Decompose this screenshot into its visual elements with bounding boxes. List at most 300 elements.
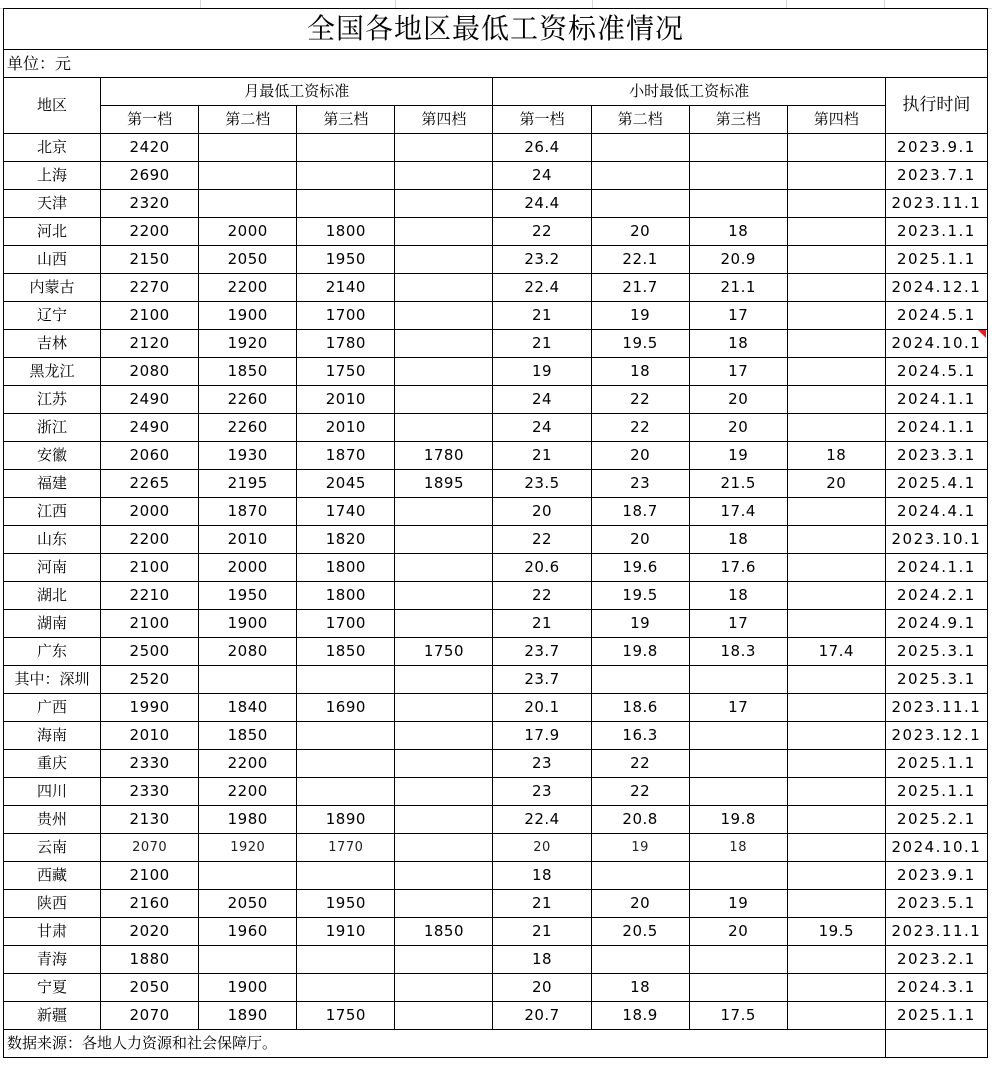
- cell-monthly-tier-1[interactable]: 2020: [101, 918, 199, 946]
- cell-region[interactable]: 吉林: [4, 330, 101, 358]
- cell-exec-date[interactable]: 2025.1.1: [885, 1002, 987, 1030]
- cell-hourly-tier-3[interactable]: [689, 162, 787, 190]
- cell-monthly-tier-4[interactable]: [395, 806, 493, 834]
- cell-hourly-tier-1[interactable]: 23.2: [493, 246, 591, 274]
- cell-monthly-tier-2[interactable]: 2050: [199, 890, 297, 918]
- cell-monthly-tier-4[interactable]: [395, 134, 493, 162]
- cell-hourly-tier-2[interactable]: 18: [591, 358, 689, 386]
- cell-monthly-tier-3[interactable]: 1750: [297, 358, 395, 386]
- cell-monthly-tier-3[interactable]: 2140: [297, 274, 395, 302]
- cell-monthly-tier-3[interactable]: 1950: [297, 246, 395, 274]
- cell-exec-date[interactable]: 2024.9.1: [885, 610, 987, 638]
- cell-monthly-tier-4[interactable]: [395, 722, 493, 750]
- cell-exec-date[interactable]: 2023.7.1: [885, 162, 987, 190]
- cell-monthly-tier-1[interactable]: 2270: [101, 274, 199, 302]
- cell-monthly-tier-4[interactable]: [395, 582, 493, 610]
- cell-hourly-tier-1[interactable]: 20: [493, 834, 591, 862]
- cell-monthly-tier-2[interactable]: 2200: [199, 274, 297, 302]
- cell-monthly-tier-4[interactable]: [395, 890, 493, 918]
- cell-monthly-tier-2[interactable]: 1980: [199, 806, 297, 834]
- cell-monthly-tier-2[interactable]: 2050: [199, 246, 297, 274]
- header-monthly-tier-4[interactable]: 第四档: [395, 106, 493, 134]
- cell-hourly-tier-2[interactable]: 21.7: [591, 274, 689, 302]
- cell-hourly-tier-3[interactable]: [689, 666, 787, 694]
- cell-monthly-tier-3[interactable]: 1780: [297, 330, 395, 358]
- cell-hourly-tier-2[interactable]: 22.1: [591, 246, 689, 274]
- cell-monthly-tier-4[interactable]: [395, 666, 493, 694]
- cell-region[interactable]: 甘肃: [4, 918, 101, 946]
- cell-exec-date[interactable]: 2023.12.1: [885, 722, 987, 750]
- cell-hourly-tier-1[interactable]: 22: [493, 526, 591, 554]
- cell-hourly-tier-4[interactable]: [787, 246, 885, 274]
- cell-exec-date[interactable]: 2024.12.1: [885, 274, 987, 302]
- cell-hourly-tier-2[interactable]: [591, 666, 689, 694]
- cell-region[interactable]: 贵州: [4, 806, 101, 834]
- cell-monthly-tier-4[interactable]: [395, 778, 493, 806]
- cell-region[interactable]: 湖南: [4, 610, 101, 638]
- cell-monthly-tier-2[interactable]: 1850: [199, 358, 297, 386]
- cell-monthly-tier-1[interactable]: 2690: [101, 162, 199, 190]
- cell-hourly-tier-2[interactable]: 20: [591, 218, 689, 246]
- cell-monthly-tier-4[interactable]: [395, 526, 493, 554]
- cell-monthly-tier-4[interactable]: [395, 974, 493, 1002]
- cell-monthly-tier-4[interactable]: 1750: [395, 638, 493, 666]
- cell-hourly-tier-4[interactable]: [787, 806, 885, 834]
- cell-exec-date[interactable]: 2024.10.1: [885, 834, 987, 862]
- cell-region[interactable]: 天津: [4, 190, 101, 218]
- cell-monthly-tier-1[interactable]: 2200: [101, 526, 199, 554]
- cell-monthly-tier-4[interactable]: [395, 274, 493, 302]
- header-hourly-tier-1[interactable]: 第一档: [493, 106, 591, 134]
- cell-monthly-tier-3[interactable]: 1910: [297, 918, 395, 946]
- cell-hourly-tier-3[interactable]: 18: [689, 582, 787, 610]
- cell-monthly-tier-3[interactable]: 1850: [297, 638, 395, 666]
- cell-monthly-tier-3[interactable]: 1820: [297, 526, 395, 554]
- cell-monthly-tier-1[interactable]: 2490: [101, 414, 199, 442]
- cell-hourly-tier-3[interactable]: 21.1: [689, 274, 787, 302]
- cell-hourly-tier-4[interactable]: [787, 526, 885, 554]
- cell-monthly-tier-1[interactable]: 1880: [101, 946, 199, 974]
- cell-monthly-tier-3[interactable]: 1950: [297, 890, 395, 918]
- cell-exec-date[interactable]: 2023.9.1: [885, 862, 987, 890]
- cell-monthly-tier-3[interactable]: 2045: [297, 470, 395, 498]
- cell-monthly-tier-2[interactable]: 2200: [199, 750, 297, 778]
- cell-monthly-tier-2[interactable]: [199, 162, 297, 190]
- cell-monthly-tier-1[interactable]: 2120: [101, 330, 199, 358]
- cell-hourly-tier-2[interactable]: 20: [591, 442, 689, 470]
- cell-hourly-tier-3[interactable]: 19: [689, 890, 787, 918]
- cell-monthly-tier-3[interactable]: 1800: [297, 582, 395, 610]
- cell-region[interactable]: 福建: [4, 470, 101, 498]
- cell-hourly-tier-1[interactable]: 22: [493, 218, 591, 246]
- cell-monthly-tier-2[interactable]: [199, 666, 297, 694]
- cell-monthly-tier-4[interactable]: [395, 358, 493, 386]
- cell-monthly-tier-3[interactable]: 1690: [297, 694, 395, 722]
- cell-exec-date[interactable]: 2024.2.1: [885, 582, 987, 610]
- cell-monthly-tier-3[interactable]: 1740: [297, 498, 395, 526]
- cell-monthly-tier-1[interactable]: 2520: [101, 666, 199, 694]
- cell-monthly-tier-2[interactable]: 2260: [199, 414, 297, 442]
- cell-region[interactable]: 山西: [4, 246, 101, 274]
- cell-region[interactable]: 青海: [4, 946, 101, 974]
- cell-monthly-tier-4[interactable]: [395, 498, 493, 526]
- cell-monthly-tier-1[interactable]: 2200: [101, 218, 199, 246]
- cell-hourly-tier-4[interactable]: [787, 946, 885, 974]
- cell-hourly-tier-3[interactable]: [689, 974, 787, 1002]
- cell-region[interactable]: 四川: [4, 778, 101, 806]
- cell-monthly-tier-1[interactable]: 2050: [101, 974, 199, 1002]
- cell-hourly-tier-1[interactable]: 22.4: [493, 274, 591, 302]
- cell-monthly-tier-3[interactable]: [297, 946, 395, 974]
- cell-monthly-tier-2[interactable]: 2000: [199, 554, 297, 582]
- cell-hourly-tier-1[interactable]: 21: [493, 302, 591, 330]
- cell-monthly-tier-3[interactable]: [297, 134, 395, 162]
- cell-monthly-tier-2[interactable]: 1890: [199, 1002, 297, 1030]
- cell-monthly-tier-3[interactable]: 1800: [297, 218, 395, 246]
- cell-hourly-tier-4[interactable]: [787, 414, 885, 442]
- cell-hourly-tier-2[interactable]: [591, 862, 689, 890]
- cell-hourly-tier-1[interactable]: 21: [493, 442, 591, 470]
- cell-hourly-tier-1[interactable]: 23.7: [493, 638, 591, 666]
- header-hourly-tier-4[interactable]: 第四档: [787, 106, 885, 134]
- cell-monthly-tier-4[interactable]: 1895: [395, 470, 493, 498]
- cell-monthly-tier-4[interactable]: [395, 330, 493, 358]
- cell-exec-date[interactable]: 2024.10.1: [885, 330, 987, 358]
- cell-hourly-tier-3[interactable]: [689, 134, 787, 162]
- cell-hourly-tier-2[interactable]: 18.7: [591, 498, 689, 526]
- cell-hourly-tier-3[interactable]: 17: [689, 358, 787, 386]
- cell-monthly-tier-3[interactable]: 1770: [297, 834, 395, 862]
- cell-hourly-tier-2[interactable]: 20: [591, 890, 689, 918]
- cell-hourly-tier-3[interactable]: [689, 722, 787, 750]
- cell-monthly-tier-4[interactable]: [395, 750, 493, 778]
- unit-label[interactable]: 单位：元: [4, 50, 988, 78]
- cell-exec-date[interactable]: 2024.1.1: [885, 386, 987, 414]
- cell-monthly-tier-1[interactable]: 2100: [101, 610, 199, 638]
- cell-monthly-tier-4[interactable]: [395, 246, 493, 274]
- cell-region[interactable]: 江西: [4, 498, 101, 526]
- cell-hourly-tier-4[interactable]: [787, 218, 885, 246]
- cell-hourly-tier-3[interactable]: 20: [689, 918, 787, 946]
- cell-monthly-tier-2[interactable]: [199, 134, 297, 162]
- cell-hourly-tier-4[interactable]: 20: [787, 470, 885, 498]
- cell-hourly-tier-2[interactable]: 18.6: [591, 694, 689, 722]
- cell-hourly-tier-2[interactable]: 20.5: [591, 918, 689, 946]
- cell-monthly-tier-4[interactable]: 1850: [395, 918, 493, 946]
- cell-exec-date[interactable]: 2024.5.1: [885, 302, 987, 330]
- cell-monthly-tier-4[interactable]: 1780: [395, 442, 493, 470]
- cell-hourly-tier-1[interactable]: 20: [493, 974, 591, 1002]
- cell-region[interactable]: 辽宁: [4, 302, 101, 330]
- cell-hourly-tier-1[interactable]: 20.6: [493, 554, 591, 582]
- cell-monthly-tier-1[interactable]: 2420: [101, 134, 199, 162]
- cell-hourly-tier-4[interactable]: [787, 358, 885, 386]
- cell-hourly-tier-1[interactable]: 24.4: [493, 190, 591, 218]
- cell-exec-date[interactable]: 2023.11.1: [885, 918, 987, 946]
- cell-hourly-tier-1[interactable]: 23.5: [493, 470, 591, 498]
- cell-hourly-tier-1[interactable]: 18: [493, 862, 591, 890]
- cell-hourly-tier-3[interactable]: [689, 778, 787, 806]
- cell-monthly-tier-3[interactable]: [297, 666, 395, 694]
- cell-monthly-tier-4[interactable]: [395, 862, 493, 890]
- cell-monthly-tier-3[interactable]: 1750: [297, 1002, 395, 1030]
- cell-monthly-tier-3[interactable]: 1800: [297, 554, 395, 582]
- cell-monthly-tier-2[interactable]: 1850: [199, 722, 297, 750]
- cell-hourly-tier-3[interactable]: 17.4: [689, 498, 787, 526]
- cell-exec-date[interactable]: 2025.1.1: [885, 750, 987, 778]
- cell-exec-date[interactable]: 2024.4.1: [885, 498, 987, 526]
- cell-hourly-tier-1[interactable]: 22: [493, 582, 591, 610]
- cell-monthly-tier-1[interactable]: 2160: [101, 890, 199, 918]
- cell-hourly-tier-3[interactable]: [689, 946, 787, 974]
- cell-monthly-tier-3[interactable]: [297, 722, 395, 750]
- cell-monthly-tier-1[interactable]: 1990: [101, 694, 199, 722]
- cell-monthly-tier-2[interactable]: [199, 862, 297, 890]
- cell-exec-date[interactable]: 2024.1.1: [885, 554, 987, 582]
- cell-region[interactable]: 湖北: [4, 582, 101, 610]
- cell-hourly-tier-2[interactable]: [591, 190, 689, 218]
- cell-hourly-tier-2[interactable]: 18: [591, 974, 689, 1002]
- cell-monthly-tier-2[interactable]: 1900: [199, 610, 297, 638]
- cell-hourly-tier-4[interactable]: [787, 974, 885, 1002]
- cell-monthly-tier-4[interactable]: [395, 190, 493, 218]
- header-hourly-tier-3[interactable]: 第三档: [689, 106, 787, 134]
- cell-exec-date[interactable]: 2025.1.1: [885, 778, 987, 806]
- cell-hourly-tier-4[interactable]: [787, 302, 885, 330]
- cell-monthly-tier-4[interactable]: [395, 554, 493, 582]
- cell-hourly-tier-3[interactable]: 21.5: [689, 470, 787, 498]
- cell-exec-date[interactable]: 2024.5.1: [885, 358, 987, 386]
- cell-hourly-tier-1[interactable]: 24: [493, 414, 591, 442]
- cell-region[interactable]: 河北: [4, 218, 101, 246]
- cell-monthly-tier-1[interactable]: 2320: [101, 190, 199, 218]
- cell-monthly-tier-3[interactable]: 1700: [297, 302, 395, 330]
- header-monthly-tier-3[interactable]: 第三档: [297, 106, 395, 134]
- cell-hourly-tier-1[interactable]: 20.7: [493, 1002, 591, 1030]
- cell-hourly-tier-1[interactable]: 20: [493, 498, 591, 526]
- cell-hourly-tier-4[interactable]: [787, 330, 885, 358]
- header-hourly-tier-2[interactable]: 第二档: [591, 106, 689, 134]
- cell-monthly-tier-1[interactable]: 2010: [101, 722, 199, 750]
- cell-monthly-tier-2[interactable]: 1920: [199, 834, 297, 862]
- cell-exec-date[interactable]: 2025.3.1: [885, 666, 987, 694]
- header-monthly[interactable]: 月最低工资标准: [101, 78, 493, 106]
- cell-hourly-tier-1[interactable]: 21: [493, 918, 591, 946]
- cell-monthly-tier-1[interactable]: 2500: [101, 638, 199, 666]
- header-exec-date[interactable]: 执行时间: [885, 78, 987, 134]
- header-monthly-tier-2[interactable]: 第二档: [199, 106, 297, 134]
- cell-monthly-tier-2[interactable]: 2010: [199, 526, 297, 554]
- cell-hourly-tier-3[interactable]: 18: [689, 218, 787, 246]
- cell-region[interactable]: 安徽: [4, 442, 101, 470]
- cell-monthly-tier-4[interactable]: [395, 162, 493, 190]
- cell-hourly-tier-3[interactable]: 20: [689, 414, 787, 442]
- cell-hourly-tier-2[interactable]: 22: [591, 778, 689, 806]
- cell-hourly-tier-3[interactable]: 18: [689, 330, 787, 358]
- cell-monthly-tier-3[interactable]: 1870: [297, 442, 395, 470]
- cell-hourly-tier-2[interactable]: 22: [591, 386, 689, 414]
- cell-monthly-tier-3[interactable]: 1700: [297, 610, 395, 638]
- cell-hourly-tier-2[interactable]: 22: [591, 414, 689, 442]
- cell-monthly-tier-4[interactable]: [395, 610, 493, 638]
- cell-exec-date[interactable]: 2023.9.1: [885, 134, 987, 162]
- source-empty-cell[interactable]: [885, 1030, 987, 1058]
- cell-region[interactable]: 河南: [4, 554, 101, 582]
- cell-monthly-tier-1[interactable]: 2330: [101, 750, 199, 778]
- cell-hourly-tier-4[interactable]: [787, 1002, 885, 1030]
- cell-region[interactable]: 北京: [4, 134, 101, 162]
- cell-hourly-tier-1[interactable]: 23: [493, 778, 591, 806]
- cell-exec-date[interactable]: 2024.3.1: [885, 974, 987, 1002]
- cell-hourly-tier-2[interactable]: 23: [591, 470, 689, 498]
- cell-hourly-tier-1[interactable]: 23.7: [493, 666, 591, 694]
- cell-hourly-tier-1[interactable]: 24: [493, 162, 591, 190]
- cell-exec-date[interactable]: 2023.1.1: [885, 218, 987, 246]
- cell-monthly-tier-2[interactable]: 2000: [199, 218, 297, 246]
- cell-region[interactable]: 西藏: [4, 862, 101, 890]
- comment-indicator-icon[interactable]: [978, 330, 986, 338]
- cell-region[interactable]: 陕西: [4, 890, 101, 918]
- cell-hourly-tier-2[interactable]: 19.5: [591, 582, 689, 610]
- header-region[interactable]: 地区: [4, 78, 101, 134]
- cell-monthly-tier-1[interactable]: 2150: [101, 246, 199, 274]
- cell-hourly-tier-4[interactable]: [787, 862, 885, 890]
- cell-hourly-tier-4[interactable]: [787, 722, 885, 750]
- cell-hourly-tier-1[interactable]: 24: [493, 386, 591, 414]
- cell-hourly-tier-2[interactable]: 19.6: [591, 554, 689, 582]
- cell-monthly-tier-2[interactable]: 2080: [199, 638, 297, 666]
- cell-monthly-tier-1[interactable]: 2060: [101, 442, 199, 470]
- cell-monthly-tier-2[interactable]: [199, 190, 297, 218]
- cell-hourly-tier-4[interactable]: [787, 582, 885, 610]
- cell-region[interactable]: 江苏: [4, 386, 101, 414]
- cell-exec-date[interactable]: 2025.2.1: [885, 806, 987, 834]
- cell-region[interactable]: 海南: [4, 722, 101, 750]
- cell-monthly-tier-3[interactable]: [297, 778, 395, 806]
- cell-exec-date[interactable]: 2023.5.1: [885, 890, 987, 918]
- cell-exec-date[interactable]: 2025.1.1: [885, 246, 987, 274]
- cell-hourly-tier-4[interactable]: [787, 750, 885, 778]
- cell-monthly-tier-2[interactable]: 2260: [199, 386, 297, 414]
- cell-hourly-tier-2[interactable]: 19: [591, 302, 689, 330]
- cell-hourly-tier-2[interactable]: 18.9: [591, 1002, 689, 1030]
- cell-hourly-tier-1[interactable]: 21: [493, 890, 591, 918]
- cell-exec-date[interactable]: 2025.4.1: [885, 470, 987, 498]
- cell-hourly-tier-4[interactable]: [787, 694, 885, 722]
- cell-monthly-tier-4[interactable]: [395, 946, 493, 974]
- cell-monthly-tier-2[interactable]: 2195: [199, 470, 297, 498]
- cell-hourly-tier-2[interactable]: 19: [591, 834, 689, 862]
- cell-hourly-tier-4[interactable]: [787, 190, 885, 218]
- cell-monthly-tier-4[interactable]: [395, 414, 493, 442]
- cell-hourly-tier-2[interactable]: [591, 134, 689, 162]
- cell-hourly-tier-1[interactable]: 20.1: [493, 694, 591, 722]
- cell-exec-date[interactable]: 2023.2.1: [885, 946, 987, 974]
- cell-monthly-tier-2[interactable]: 2200: [199, 778, 297, 806]
- cell-monthly-tier-4[interactable]: [395, 694, 493, 722]
- cell-hourly-tier-4[interactable]: [787, 134, 885, 162]
- cell-monthly-tier-3[interactable]: [297, 974, 395, 1002]
- cell-hourly-tier-3[interactable]: 17: [689, 302, 787, 330]
- cell-hourly-tier-4[interactable]: 18: [787, 442, 885, 470]
- cell-hourly-tier-3[interactable]: 19.8: [689, 806, 787, 834]
- cell-monthly-tier-2[interactable]: 1870: [199, 498, 297, 526]
- cell-region[interactable]: 云南: [4, 834, 101, 862]
- cell-region[interactable]: 广西: [4, 694, 101, 722]
- cell-monthly-tier-4[interactable]: [395, 302, 493, 330]
- cell-monthly-tier-1[interactable]: 2080: [101, 358, 199, 386]
- cell-region[interactable]: 黑龙江: [4, 358, 101, 386]
- source-note[interactable]: 数据来源：各地人力资源和社会保障厅。: [4, 1030, 886, 1058]
- cell-hourly-tier-2[interactable]: 19.5: [591, 330, 689, 358]
- cell-monthly-tier-1[interactable]: 2100: [101, 554, 199, 582]
- cell-monthly-tier-4[interactable]: [395, 834, 493, 862]
- cell-hourly-tier-2[interactable]: 20.8: [591, 806, 689, 834]
- cell-monthly-tier-2[interactable]: 1900: [199, 302, 297, 330]
- cell-region[interactable]: 重庆: [4, 750, 101, 778]
- cell-exec-date[interactable]: 2025.3.1: [885, 638, 987, 666]
- cell-monthly-tier-1[interactable]: 2265: [101, 470, 199, 498]
- cell-monthly-tier-3[interactable]: 1890: [297, 806, 395, 834]
- cell-hourly-tier-3[interactable]: 20: [689, 386, 787, 414]
- cell-hourly-tier-2[interactable]: [591, 946, 689, 974]
- cell-hourly-tier-4[interactable]: [787, 554, 885, 582]
- cell-hourly-tier-3[interactable]: [689, 750, 787, 778]
- cell-monthly-tier-2[interactable]: 1930: [199, 442, 297, 470]
- cell-hourly-tier-3[interactable]: 18: [689, 526, 787, 554]
- cell-hourly-tier-3[interactable]: 17.5: [689, 1002, 787, 1030]
- cell-monthly-tier-1[interactable]: 2070: [101, 1002, 199, 1030]
- cell-monthly-tier-3[interactable]: [297, 862, 395, 890]
- cell-hourly-tier-1[interactable]: 22.4: [493, 806, 591, 834]
- cell-monthly-tier-1[interactable]: 2100: [101, 302, 199, 330]
- cell-hourly-tier-1[interactable]: 17.9: [493, 722, 591, 750]
- cell-hourly-tier-3[interactable]: 17: [689, 694, 787, 722]
- cell-hourly-tier-4[interactable]: 19.5: [787, 918, 885, 946]
- cell-hourly-tier-2[interactable]: 20: [591, 526, 689, 554]
- cell-hourly-tier-3[interactable]: 20.9: [689, 246, 787, 274]
- cell-monthly-tier-1[interactable]: 2330: [101, 778, 199, 806]
- cell-hourly-tier-3[interactable]: 19: [689, 442, 787, 470]
- cell-hourly-tier-1[interactable]: 21: [493, 610, 591, 638]
- cell-hourly-tier-1[interactable]: 19: [493, 358, 591, 386]
- cell-region[interactable]: 宁夏: [4, 974, 101, 1002]
- header-monthly-tier-1[interactable]: 第一档: [101, 106, 199, 134]
- cell-hourly-tier-3[interactable]: [689, 862, 787, 890]
- cell-monthly-tier-1[interactable]: 2490: [101, 386, 199, 414]
- cell-monthly-tier-2[interactable]: 1950: [199, 582, 297, 610]
- cell-monthly-tier-2[interactable]: [199, 946, 297, 974]
- cell-hourly-tier-1[interactable]: 23: [493, 750, 591, 778]
- cell-hourly-tier-4[interactable]: [787, 162, 885, 190]
- cell-hourly-tier-4[interactable]: 17.4: [787, 638, 885, 666]
- cell-monthly-tier-1[interactable]: 2130: [101, 806, 199, 834]
- cell-monthly-tier-4[interactable]: [395, 1002, 493, 1030]
- cell-hourly-tier-3[interactable]: 18.3: [689, 638, 787, 666]
- cell-region[interactable]: 其中：深圳: [4, 666, 101, 694]
- cell-region[interactable]: 山东: [4, 526, 101, 554]
- cell-hourly-tier-4[interactable]: [787, 666, 885, 694]
- cell-hourly-tier-1[interactable]: 21: [493, 330, 591, 358]
- cell-monthly-tier-1[interactable]: 2100: [101, 862, 199, 890]
- cell-hourly-tier-3[interactable]: 17.6: [689, 554, 787, 582]
- cell-monthly-tier-2[interactable]: 1960: [199, 918, 297, 946]
- cell-hourly-tier-4[interactable]: [787, 498, 885, 526]
- cell-hourly-tier-3[interactable]: 17: [689, 610, 787, 638]
- cell-hourly-tier-3[interactable]: 18: [689, 834, 787, 862]
- cell-hourly-tier-1[interactable]: 26.4: [493, 134, 591, 162]
- cell-hourly-tier-4[interactable]: [787, 386, 885, 414]
